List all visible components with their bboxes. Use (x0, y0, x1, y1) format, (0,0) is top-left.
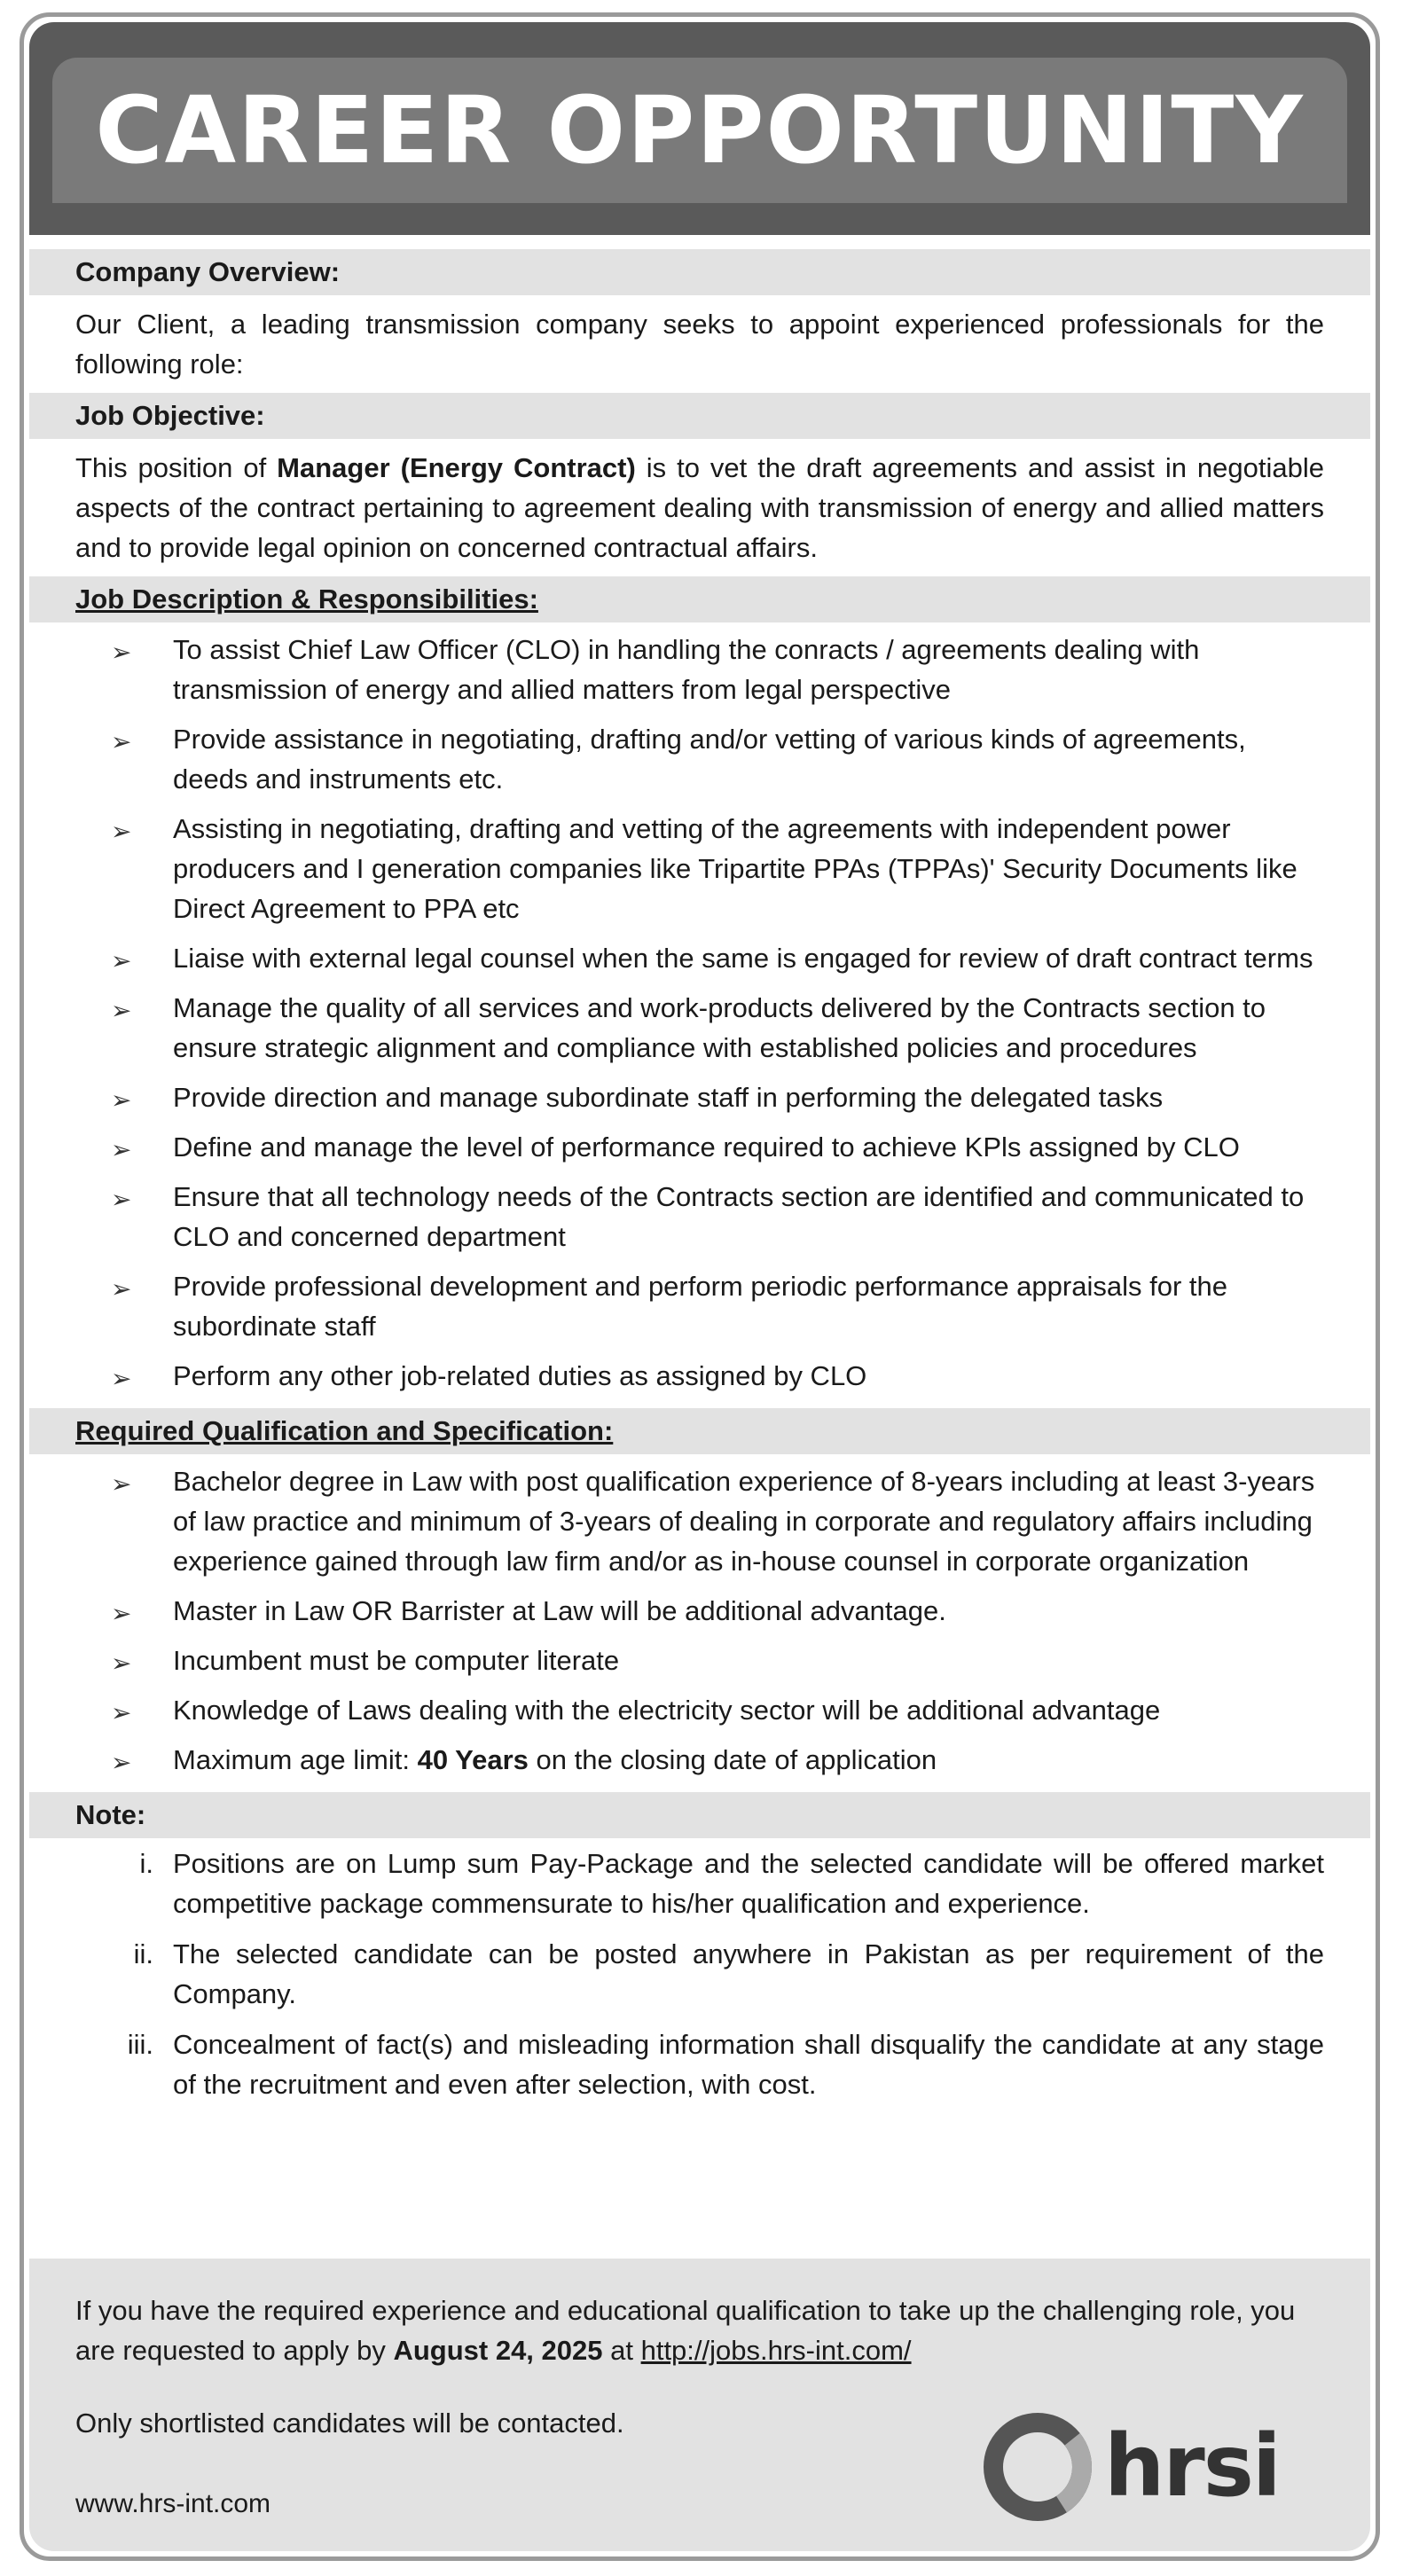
note-text: Concealment of fact(s) and misleading information shall disqualify the candidate at any stage of the recruitment and even after selection, with cost. (173, 2029, 1324, 2100)
list-item (75, 2024, 1324, 2104)
list-item (75, 1690, 1324, 1730)
list-item (75, 1127, 1324, 1167)
arrow-bullet-icon: ➢ (111, 1274, 132, 1304)
list-item (75, 988, 1324, 1068)
arrow-bullet-icon: ➢ (111, 1599, 132, 1628)
footer (29, 2259, 1370, 2551)
list-item-text: Ensure that all technology needs of the Contracts section are identified and communicated to CLO and concerned department (173, 1181, 1305, 1252)
list-item-text: Liaise with external legal counsel when the same is engaged for review of draft contract terms (173, 943, 1313, 974)
objective-text-before: This position of (75, 452, 278, 483)
logo-text: hrsi (1104, 2416, 1280, 2516)
list-item (75, 719, 1324, 799)
arrow-bullet-icon: ➢ (111, 1364, 132, 1393)
list-item-text: Assisting in negotiating, drafting and vetting of the agreements with independent power producers and I generation companies like Tripartite PPAs (TPPAs)' Security Documents like Direct Agreement to PPA etc (173, 813, 1297, 924)
list-item (75, 1934, 1324, 2014)
note-number: ii. (133, 1938, 153, 1969)
list-item-text: To assist Chief Law Officer (CLO) in handling the conracts / agreements dealing with transmission of energy and allied matters from legal perspective (173, 634, 1200, 705)
list-item-text: Knowledge of Laws dealing with the electricity sector will be additional advantage (173, 1695, 1161, 1726)
job-objective-heading: Job Objective: (29, 393, 1370, 439)
list-item (75, 1077, 1324, 1117)
logo-ring-icon (980, 2409, 1104, 2525)
deadline: August 24, 2025 (393, 2335, 603, 2366)
qualification-heading (29, 1408, 1370, 1454)
list-item (75, 1640, 1324, 1680)
age-value: 40 Years (417, 1744, 529, 1775)
list-item-text: Define and manage the level of performance required to achieve KPls assigned by CLO (173, 1131, 1240, 1163)
arrow-bullet-icon: ➢ (111, 727, 132, 756)
arrow-bullet-icon: ➢ (111, 946, 132, 975)
list-item (75, 630, 1324, 709)
arrow-bullet-icon: ➢ (111, 1185, 132, 1214)
note-text: The selected candidate can be posted anywhere in Pakistan as per requirement of the Company. (173, 1938, 1324, 2009)
arrow-bullet-icon: ➢ (111, 1698, 132, 1727)
content (29, 249, 1370, 2122)
responsibilities-heading-text: Job Description & Responsibilities: (75, 583, 538, 615)
list-item (75, 1591, 1324, 1631)
company-overview-heading: Company Overview: (29, 249, 1370, 295)
note-list (29, 1844, 1370, 2104)
job-objective-text (29, 444, 1370, 576)
arrow-bullet-icon: ➢ (111, 1469, 132, 1499)
list-item-text: Perform any other job-related duties as assigned by CLO (173, 1360, 867, 1391)
note-heading: Note: (29, 1792, 1370, 1838)
list-item-text: Master in Law OR Barrister at Law will be additional advantage. (173, 1595, 946, 1626)
arrow-bullet-icon: ➢ (111, 996, 132, 1025)
list-item-text: Bachelor degree in Law with post qualification experience of 8-years including at least 3-years of law practice and minimum of 3-years of dealing in corporate and regulatory affairs including experience gained through law firm and/or as in-house counsel in corporate organization (173, 1466, 1315, 1577)
list-item-text: Provide professional development and perform periodic performance appraisals for the subordinate staff (173, 1271, 1227, 1342)
list-item (75, 1844, 1324, 1923)
qualification-heading-text: Required Qualification and Specification: (75, 1415, 614, 1446)
list-item (75, 1266, 1324, 1346)
arrow-bullet-icon: ➢ (111, 1748, 132, 1777)
list-item (75, 809, 1324, 928)
company-overview-text: Our Client, a leading transmission company seeks to appoint experienced professionals for the following role: (75, 309, 1324, 380)
list-item (75, 1356, 1324, 1396)
banner-inner (52, 58, 1347, 203)
apply-mid: at (602, 2335, 641, 2366)
arrow-bullet-icon: ➢ (111, 1085, 132, 1115)
list-item (75, 938, 1324, 978)
shortlist-text: Only shortlisted candidates will be contacted. (75, 2408, 624, 2439)
qualification-list (29, 1461, 1370, 1780)
arrow-bullet-icon: ➢ (111, 638, 132, 667)
banner (29, 22, 1370, 235)
list-item-text: Provide assistance in negotiating, drafting and/or vetting of various kinds of agreements, deeds and instruments etc. (173, 724, 1246, 795)
objective-role: Manager (Energy Contract) (277, 452, 636, 483)
list-item (75, 1740, 1324, 1780)
arrow-bullet-icon: ➢ (111, 817, 132, 846)
website-text: www.hrs-int.com (75, 2489, 271, 2518)
note-number: iii. (127, 2029, 153, 2060)
apply-before: If you have the required experience and educational qualification to take up the challenging role, you are requested to apply by (75, 2295, 1296, 2366)
list-item-text: Provide direction and manage subordinate staff in performing the delegated tasks (173, 1082, 1164, 1113)
arrow-bullet-icon: ➢ (111, 1648, 132, 1678)
objective-text-after: is to vet the draft agreements and assist in negotiable aspects of the contract pertaining to agreement dealing with transmission of energy and allied matters and to provide legal opinion on concerned contractual affairs. (75, 452, 1325, 563)
apply-text (75, 2290, 1324, 2370)
apply-link[interactable]: http://jobs.hrs-int.com/ (640, 2335, 912, 2366)
arrow-bullet-icon: ➢ (111, 1135, 132, 1164)
responsibilities-heading (29, 576, 1370, 622)
advertisement-frame (20, 12, 1380, 2561)
list-item (75, 1177, 1324, 1257)
list-item-text: Incumbent must be computer literate (173, 1645, 620, 1676)
age-prefix: Maximum age limit: (173, 1744, 418, 1775)
list-item-text: Manage the quality of all services and work-products delivered by the Contracts section to ensure strategic alignment and compliance with established policies and procedures (173, 992, 1266, 1063)
note-number: i. (139, 1848, 153, 1879)
list-item (75, 1461, 1324, 1581)
age-suffix: on the closing date of application (528, 1744, 937, 1775)
note-text: Positions are on Lump sum Pay-Package and the selected candidate will be offered market competitive package commensurate to his/her qualification and experience. (173, 1848, 1324, 1919)
hrsi-logo (980, 2409, 1335, 2525)
responsibilities-list (29, 630, 1370, 1396)
page-title: CAREER OPPORTUNITY (95, 76, 1305, 184)
